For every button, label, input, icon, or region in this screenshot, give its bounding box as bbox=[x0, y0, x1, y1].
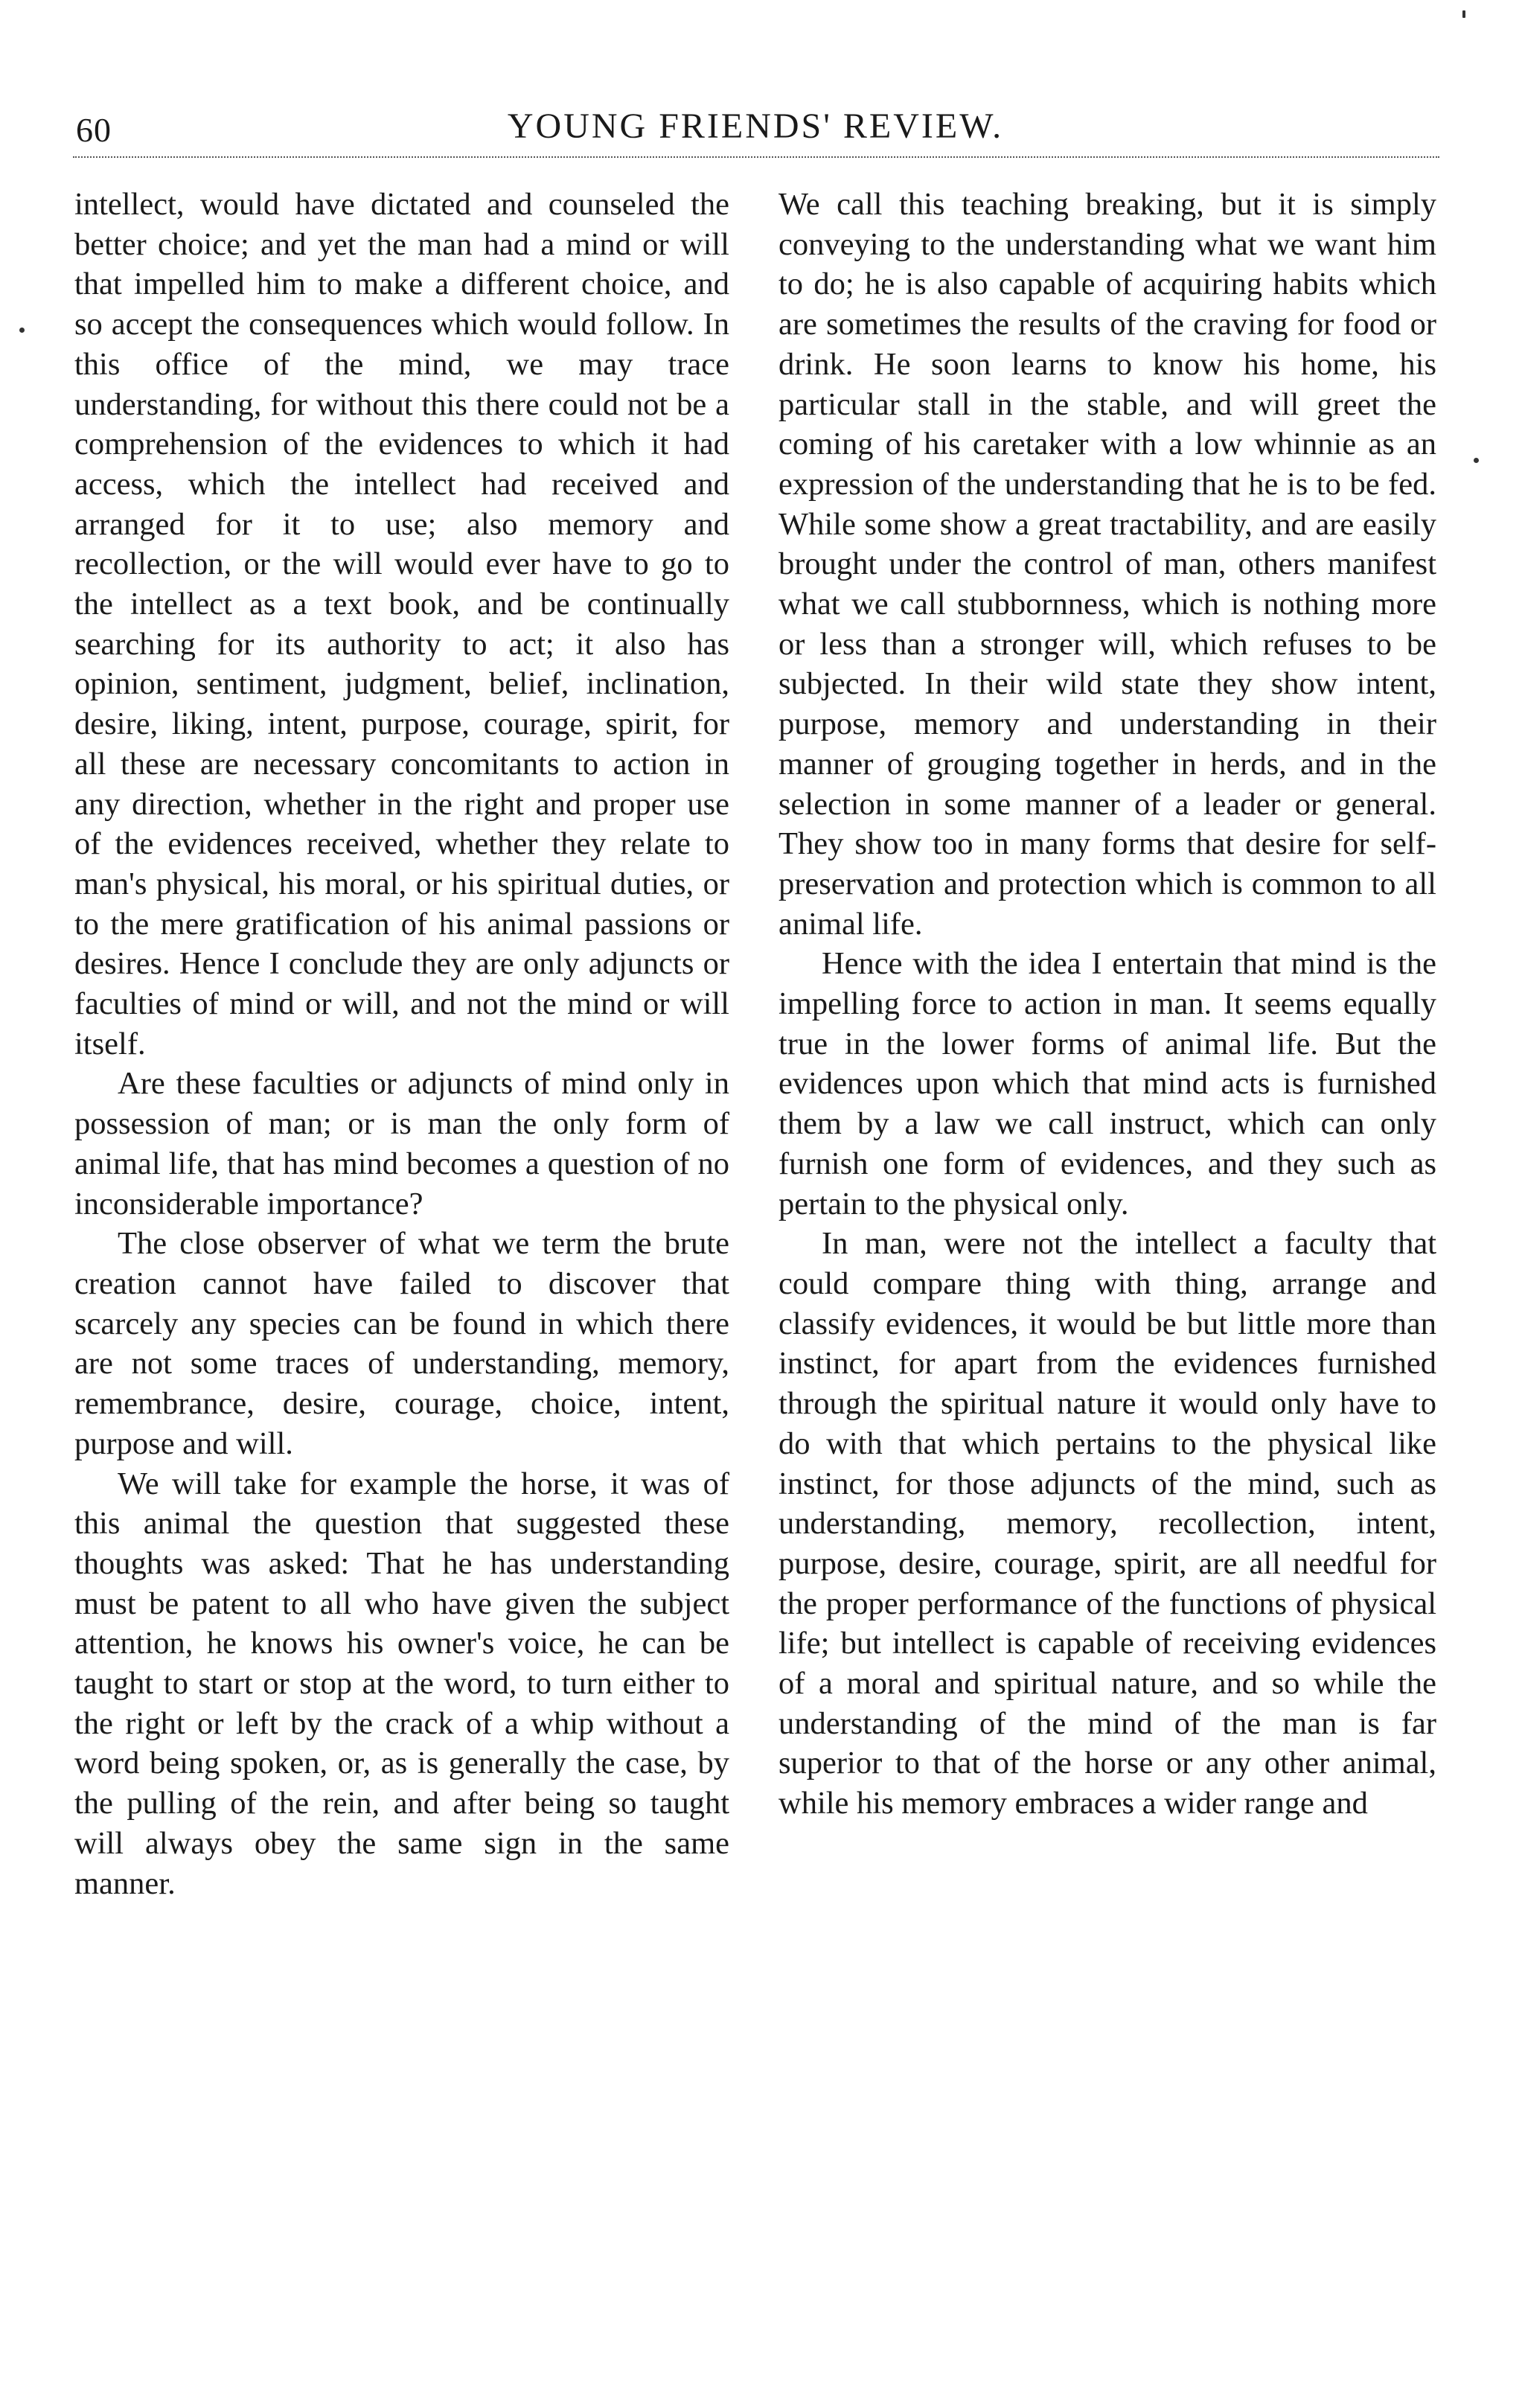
page-header bbox=[74, 104, 1436, 156]
paragraph: In man, were not the intellect a faculty that could compare thing with thing, arrange and classify evidences, it would be but little more than instinct, for apart from the evidences furnished through the spiritual nature it would only have to do with that which pertains to the physical like instinct, for those adjuncts of the mind, such as understanding, memory, recollection, intent, purpose, desire, courage, spirit, are all needful for the proper performance of the functions of physical life; but intellect is capable of receiving evidences of a moral and spiritual nature, and so while the understanding of the mind of the man is far superior to that of the horse or any other animal, while his memory embraces a wider range and bbox=[778, 1226, 1436, 1821]
page-number: 60 bbox=[76, 111, 112, 149]
paragraph: Hence with the idea I entertain that mind is the impelling force to action in man. It seems equally true in the lower forms of animal life. But the evidences upon which that mind acts is furnished them by a law we call instruct, which can only furnish one form of evidences, and they such as pertain to the physical only. bbox=[778, 946, 1436, 1221]
paragraph: intellect, would have dictated and counseled the better choice; and yet the man had a mind or will that impelled him to make a different choice, and so accept the consequences which would follow. In this office of the mind, we may trace understanding, for without this there could not be a comprehension of the evidences to which it had access, which the intellect had received and arranged for it to use; also memory and recollection, or the will would ever have to go to the intellect as a text book, and be continually searching for its authority to act; it also has opinion, sentiment, judgment, belief, inclination, desire, liking, intent, purpose, courage, spirit, for all these are necessary concomitants to action in any direction, whether in the right and proper use of the evidences received, whether they relate to man's physical, his moral, or his spiritual duties, or to the mere gratification of his animal passions or desires. Hence I conclude they are only adjuncts or faculties of mind or will, and not the mind or will itself. bbox=[74, 187, 729, 1061]
right-column bbox=[778, 185, 1436, 1824]
paragraph: Are these faculties or adjuncts of mind only in possession of man; or is man the only form of animal life, that has mind becomes a question of no inconsiderable importance? bbox=[74, 1066, 729, 1221]
left-column bbox=[74, 185, 729, 1903]
paragraph: The close observer of what we term the brute creation cannot have failed to discover that scarcely any species can be found in which there are not some traces of understanding, memory, remembrance, desire, courage, choice, intent, purpose and will. bbox=[74, 1226, 729, 1461]
paragraph: We call this teaching breaking, but it is simply conveying to the understanding what we want him to do; he is also capable of acquiring habits which are sometimes the results of the craving for food or drink. He soon learns to know his home, his particular stall in the stable, and will greet the coming of his caretaker with a low whinnie as an expression of the understanding that he is to be fed. While some show a great tractability, and are easily brought under the control of man, others manifest what we call stubbornness, which is nothing more or less than a stronger will, which refuses to be subjected. In their wild state they show intent, purpose, memory and understanding in their manner of grouging together in herds, and in the selection in some manner of a leader or general. They show too in many forms that desire for self-preservation and protection which is common to all animal life. bbox=[778, 187, 1436, 942]
header-rule bbox=[73, 156, 1439, 158]
print-speck bbox=[1462, 10, 1465, 18]
paragraph: We will take for example the horse, it was of this animal the question that suggested these thoughts was asked: That he has understanding must be patent to all who have given the subject attention, he knows his owner's voice, he can be taught to start or stop at the word, to turn either to the right or left by the crack of a whip without a word being spoken, or, as is generally the case, by the pulling of the rein, and after being so taught will always obey the same sign in the same manner. bbox=[74, 1466, 729, 1901]
print-speck bbox=[19, 328, 25, 333]
print-speck bbox=[1474, 458, 1479, 463]
running-title: YOUNG FRIENDS' REVIEW. bbox=[507, 106, 1004, 146]
